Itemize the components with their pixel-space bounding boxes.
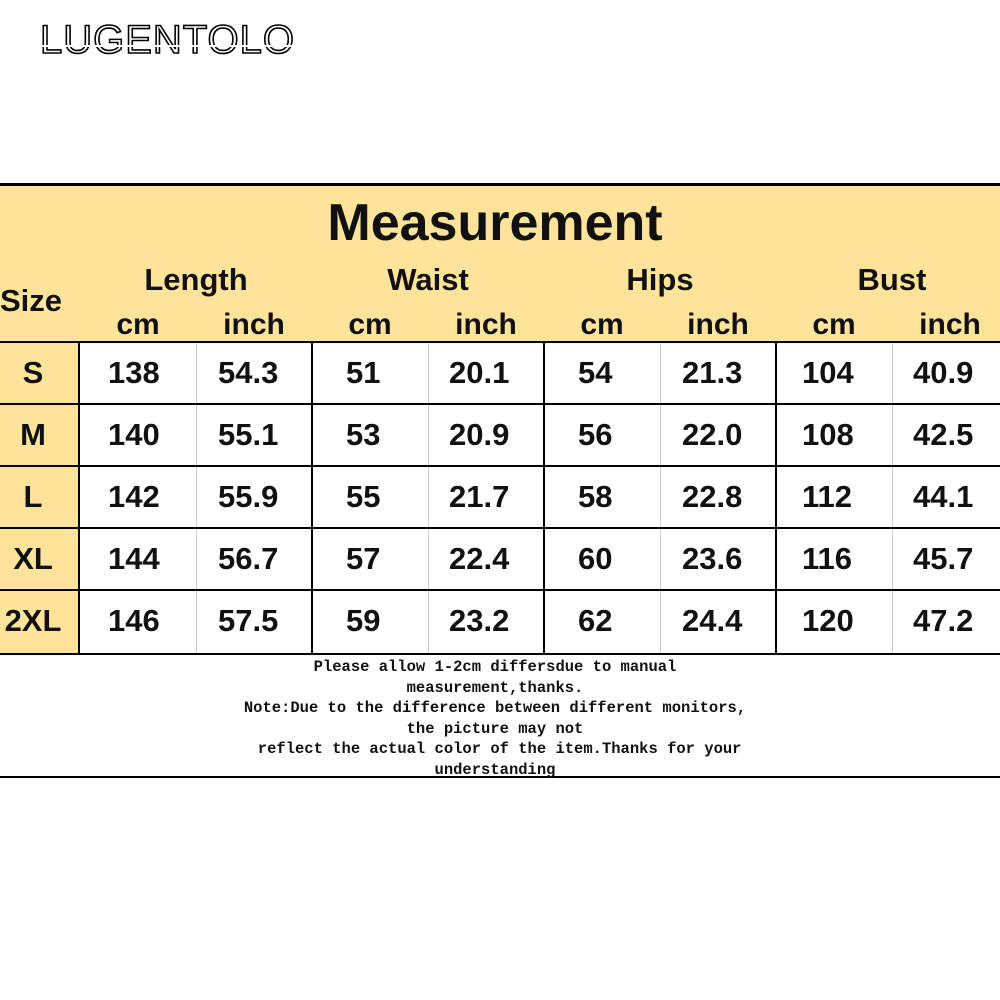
note-line: reflect the actual color of the item.Thanks for your: [248, 740, 742, 758]
measurement-cell: 22.0: [682, 417, 743, 452]
table-header: [0, 186, 1000, 343]
table-row: [0, 467, 1000, 529]
measurement-cell: 112: [802, 479, 853, 514]
bust-header: Bust: [857, 262, 927, 297]
size-cell: XL: [13, 541, 53, 576]
hips-header: Hips: [626, 262, 694, 297]
note-line: understanding: [434, 760, 556, 779]
length-inch-unit: inch: [223, 308, 285, 341]
note-line: the picture may not: [406, 719, 584, 738]
measurement-cell: 21.3: [682, 355, 743, 390]
size-cell: S: [22, 355, 44, 390]
measurement-cell: 22.8: [682, 479, 743, 514]
measurement-cell: 55.1: [218, 417, 279, 452]
size-cell: M: [20, 417, 46, 452]
note-line: Note:Due to the difference between different monitors,: [243, 699, 747, 717]
measurement-cell: 56.7: [218, 541, 279, 576]
length-header: Length: [144, 262, 248, 297]
measurement-cell: 47.2: [913, 603, 974, 638]
measurement-cell: 62: [578, 603, 613, 638]
measurement-cell: 45.7: [913, 541, 974, 576]
hips-cm-unit: cm: [580, 308, 624, 341]
measurement-cell: 23.6: [682, 541, 743, 576]
length-cm-unit: cm: [116, 308, 160, 341]
brand-logo: LUGENTOLO: [40, 18, 295, 62]
measurement-cell: 144: [108, 541, 160, 576]
table-row: [0, 529, 1000, 591]
size-column-header: Size: [0, 283, 63, 318]
measurement-cell: 51: [346, 355, 381, 390]
size-cell: 2XL: [4, 603, 62, 638]
measurement-cell: 108: [802, 417, 854, 452]
measurement-cell: 55.9: [218, 479, 279, 514]
note-line: measurement,thanks.: [406, 678, 584, 697]
measurement-cell: 146: [108, 603, 160, 638]
table-row: [0, 343, 1000, 405]
measurement-cell: 44.1: [913, 479, 974, 514]
measurement-cell: 24.4: [682, 603, 743, 638]
measurement-note: [200, 657, 790, 780]
measurement-cell: 57: [346, 541, 381, 576]
measurement-cell: 56: [578, 417, 613, 452]
measurement-cell: 116: [802, 541, 853, 576]
measurement-cell: 23.2: [449, 603, 510, 638]
bust-inch-unit: inch: [919, 308, 981, 341]
measurement-cell: 142: [108, 479, 160, 514]
measurement-cell: 57.5: [218, 603, 279, 638]
bust-cm-unit: cm: [812, 308, 856, 341]
measurement-cell: 120: [802, 603, 854, 638]
hips-inch-unit: inch: [687, 308, 749, 341]
measurement-cell: 58: [578, 479, 613, 514]
measurement-cell: 54: [578, 355, 613, 390]
measurement-cell: 53: [346, 417, 381, 452]
measurement-cell: 138: [108, 355, 160, 390]
size-chart: [0, 183, 1000, 778]
measurement-cell: 42.5: [913, 417, 974, 452]
measurement-cell: 104: [802, 355, 854, 390]
note-line: Please allow 1-2cm differsdue to manual: [313, 658, 677, 676]
measurement-cell: 20.9: [449, 417, 510, 452]
table-title: Measurement: [327, 194, 663, 252]
table-row: [0, 405, 1000, 467]
measurement-cell: 40.9: [913, 355, 974, 390]
measurement-cell: 20.1: [449, 355, 510, 390]
table-row: [0, 591, 1000, 653]
measurement-cell: 60: [578, 541, 613, 576]
measurement-cell: 54.3: [218, 355, 279, 390]
measurement-cell: 22.4: [449, 541, 510, 576]
measurement-cell: 55: [346, 479, 381, 514]
waist-cm-unit: cm: [348, 308, 392, 341]
measurement-cell: 59: [346, 603, 381, 638]
waist-header: Waist: [387, 262, 469, 297]
waist-inch-unit: inch: [455, 308, 517, 341]
measurement-cell: 140: [108, 417, 160, 452]
size-cell: L: [23, 479, 43, 514]
table-body: [0, 343, 1000, 655]
measurement-cell: 21.7: [449, 479, 510, 514]
